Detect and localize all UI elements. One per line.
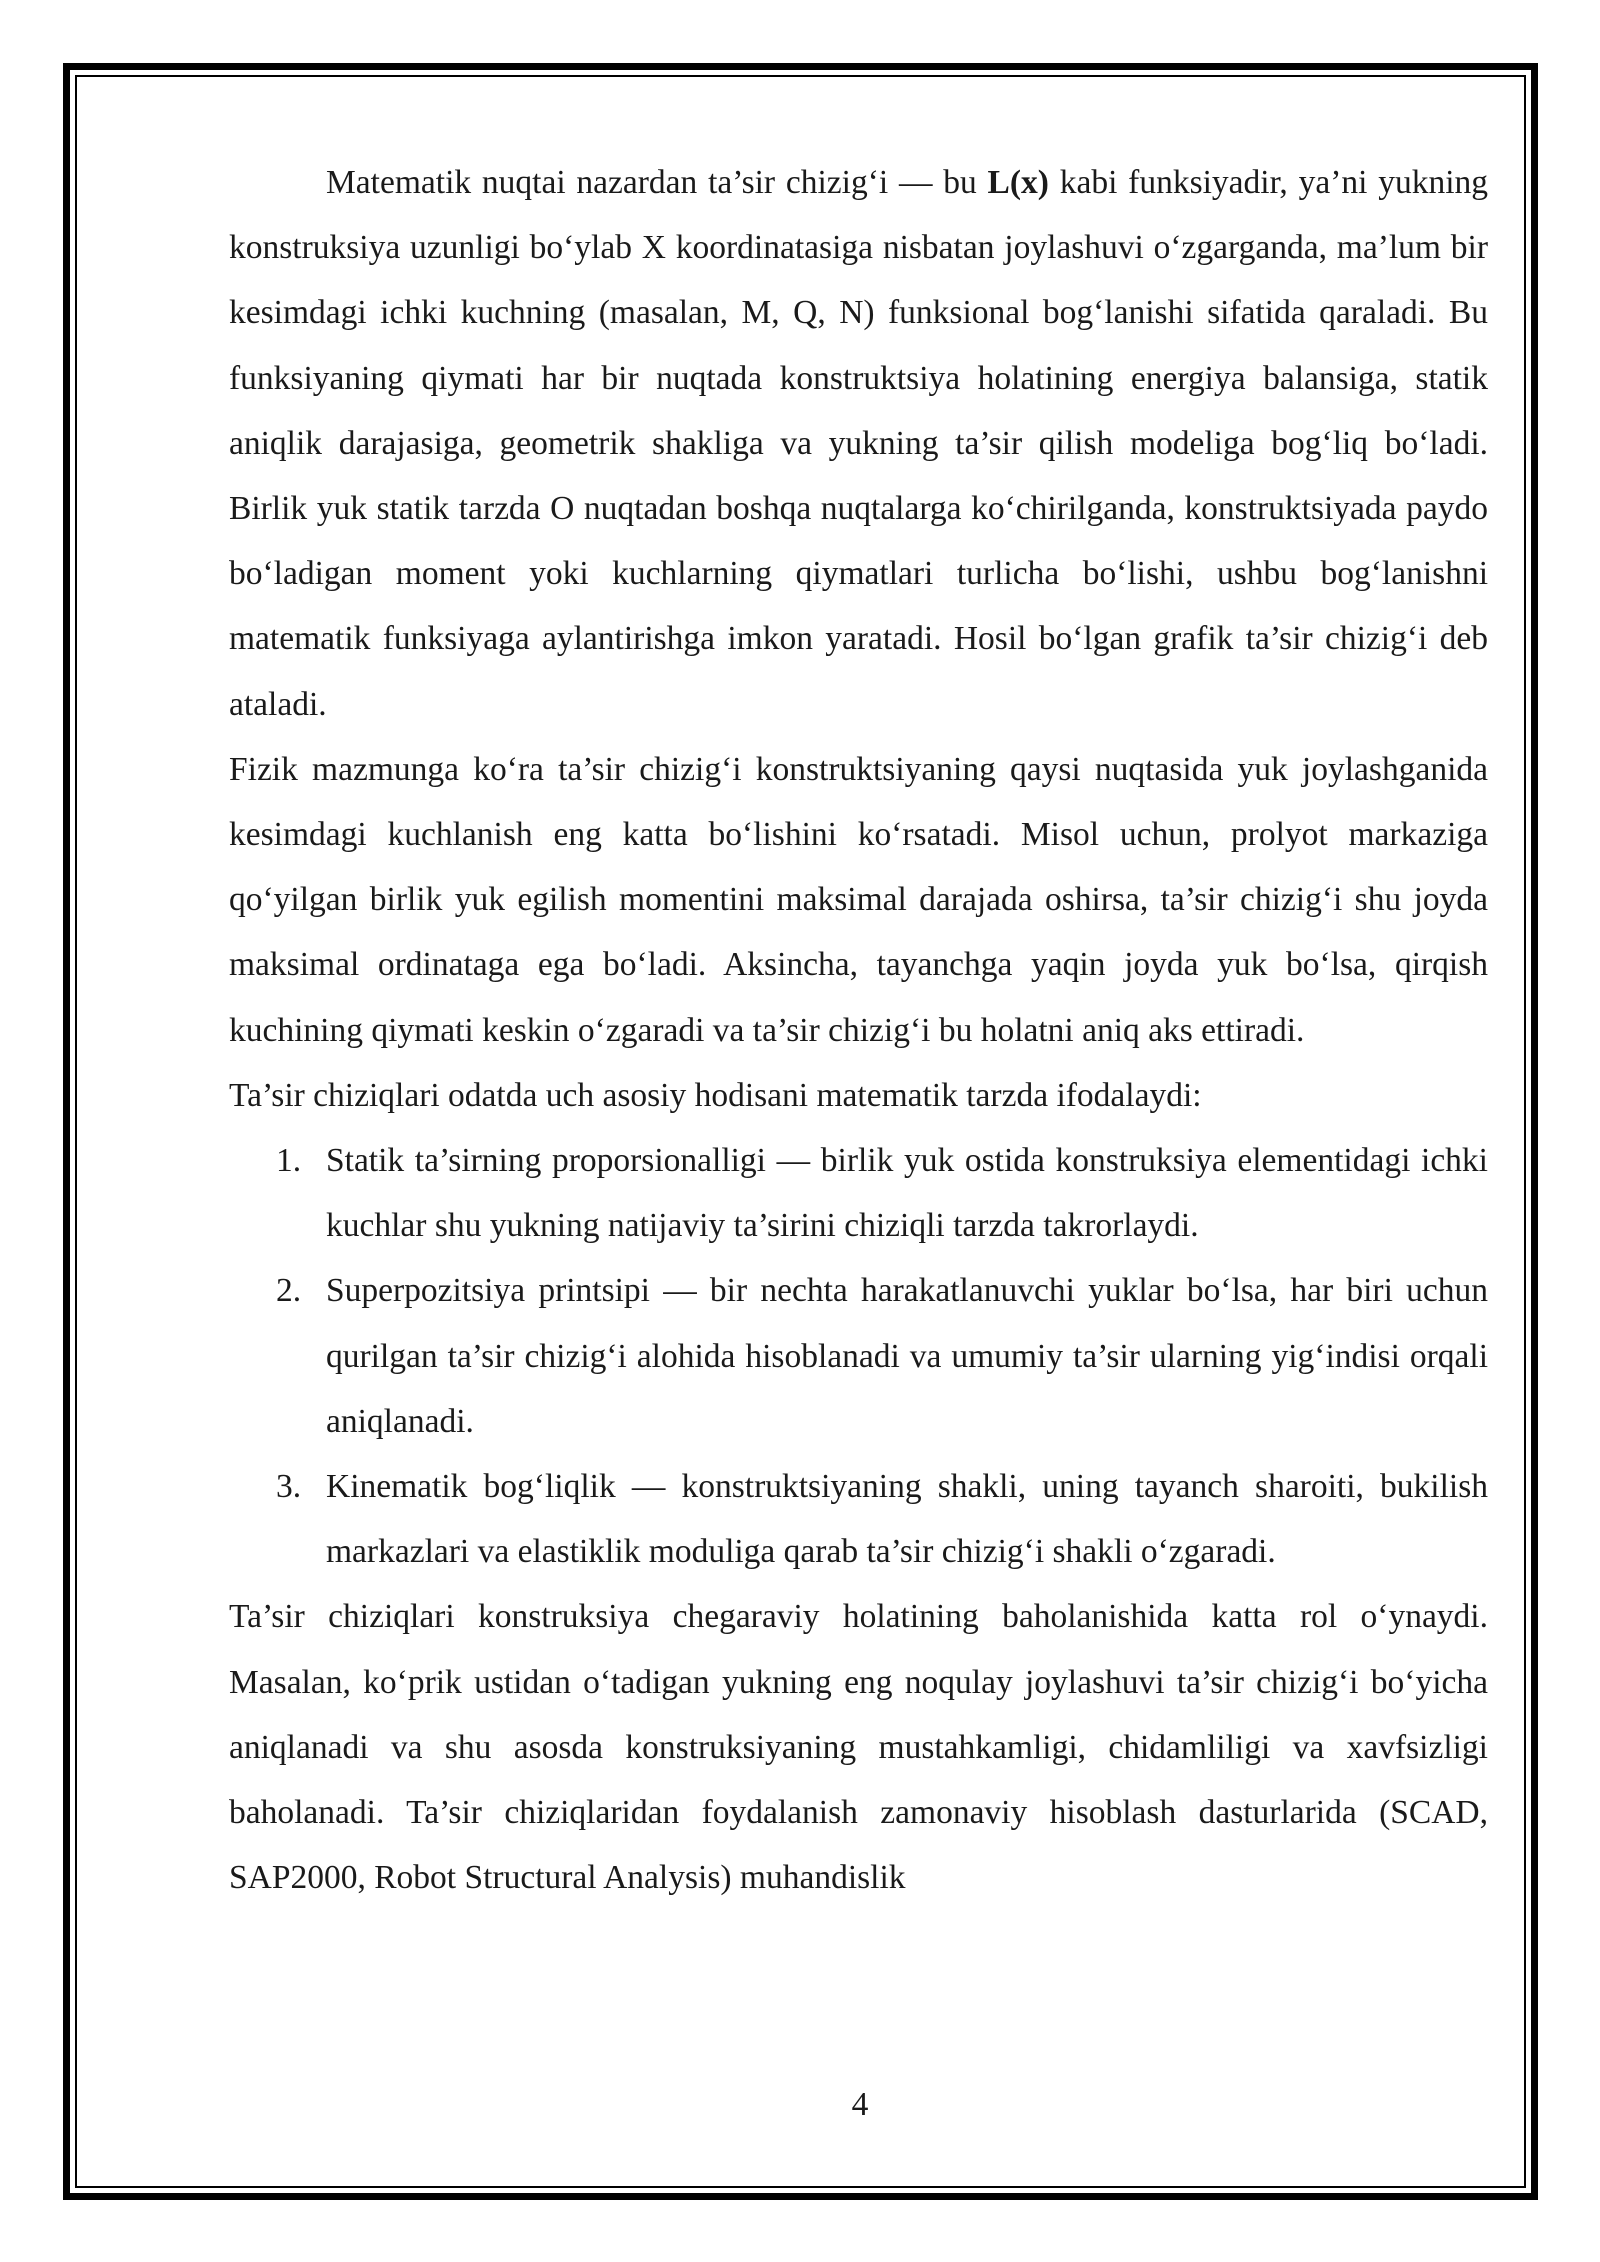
list-item [229, 1128, 1488, 1258]
list-item-text: Kinematik bog‘liqlik — konstruktsiyaning shakli, uning tayanch sharoiti, bukilish markazlari va elastiklik moduliga qarab ta’sir chizig‘i shakli o‘zgaradi. [326, 1468, 1488, 1571]
paragraph-physical-meaning: Fizik mazmunga ko‘ra ta’sir chizig‘i konstruktsiyaning qaysi nuqtasida yuk joylashganida kesimdagi kuchlanish eng katta bo‘lishini ko‘rsatadi. Misol uchun, prolyot markaziga qo‘yilgan birlik yuk egilish momentini maksimal darajada oshirsa, ta’sir chizig‘i shu joyda maksimal ordinataga ega bo‘ladi. Aksincha, tayanchga yaqin joyda yuk bo‘lsa, qirqish kuchining qiymati keskin o‘zgaradi va ta’sir chizig‘i bu holatni aniq aks ettiradi. [229, 750, 1488, 1049]
paragraph-limit-state: Ta’sir chiziqlari konstruksiya chegaraviy holatining baholanishida katta rol o‘ynaydi. Masalan, ko‘prik ustidan o‘tadigan yukning eng noqulay joylashuvi ta’sir chizig‘i bo‘yicha aniqlanadi va shu asosda konstruksiyaning mustahkamligi, chidamliligi va xavfsizligi baholanadi. Ta’sir chiziqlaridan foydalanish zamonaviy hisoblash dasturlarida (SCAD, SAP2000, Robot Structural Analysis) muhandislik [229, 1598, 1488, 1897]
list-item-number: 2. [276, 1272, 302, 1310]
list-item-text: Statik ta’sirning proporsionalligi — birlik yuk ostida konstruksiya elementidagi ichki kuchlar shu yukning natijaviy ta’sirini chiziqli tarzda takrorlaydi. [326, 1142, 1488, 1245]
list-item [229, 1258, 1488, 1454]
paragraph-definition [229, 150, 1488, 737]
list-item-number: 1. [276, 1142, 302, 1180]
list-item [229, 1454, 1488, 1584]
paragraph-list-intro: Ta’sir chiziqlari odatda uch asosiy hodisani matematik tarzda ifodalaydi: [229, 1076, 1202, 1114]
numbered-list [229, 1128, 1488, 1584]
math-expression: L(x) [987, 164, 1049, 201]
paragraph-definition-rest: kabi funksiyadir, ya’ni yukning konstruksiya uzunligi bo‘ylab X koordinatasiga nisbatan joylashuvi o‘zgarganda, ma’lum bir kesimdagi ichki kuchning (masalan, M, Q, N) funksional bog‘lanishi sifatida qaraladi. Bu funksiyaning qiymati har bir nuqtada konstruktsiya holatining energiya balansiga, statik aniqlik darajasiga, geometrik shakliga va yukning ta’sir qilish modeliga bog‘liq bo‘ladi. Birlik yuk statik tarzda O nuqtadan boshqa nuqtalarga ko‘chirilganda, konstruktsiyada paydo bo‘ladigan moment yoki kuchlarning qiymatlari turlicha bo‘lishi, ushbu bog‘lanishni matematik funksiyaga aylantirishga imkon yaratadi. Hosil bo‘lgan grafik ta’sir chizig‘i deb ataladi. [229, 164, 1488, 723]
paragraph-definition-start: Matematik nuqtai nazardan ta’sir chizig‘i — bu [326, 164, 988, 201]
list-item-number: 3. [276, 1468, 302, 1506]
list-item-text: Superpozitsiya printsipi — bir nechta harakatlanuvchi yuklar bo‘lsa, har biri uchun qurilgan ta’sir chizig‘i alohida hisoblanadi va umumiy ta’sir ularning yig‘indisi orqali aniqlanadi. [326, 1272, 1488, 1440]
document-body [229, 150, 1488, 1910]
page-number: 4 [851, 2086, 869, 2123]
